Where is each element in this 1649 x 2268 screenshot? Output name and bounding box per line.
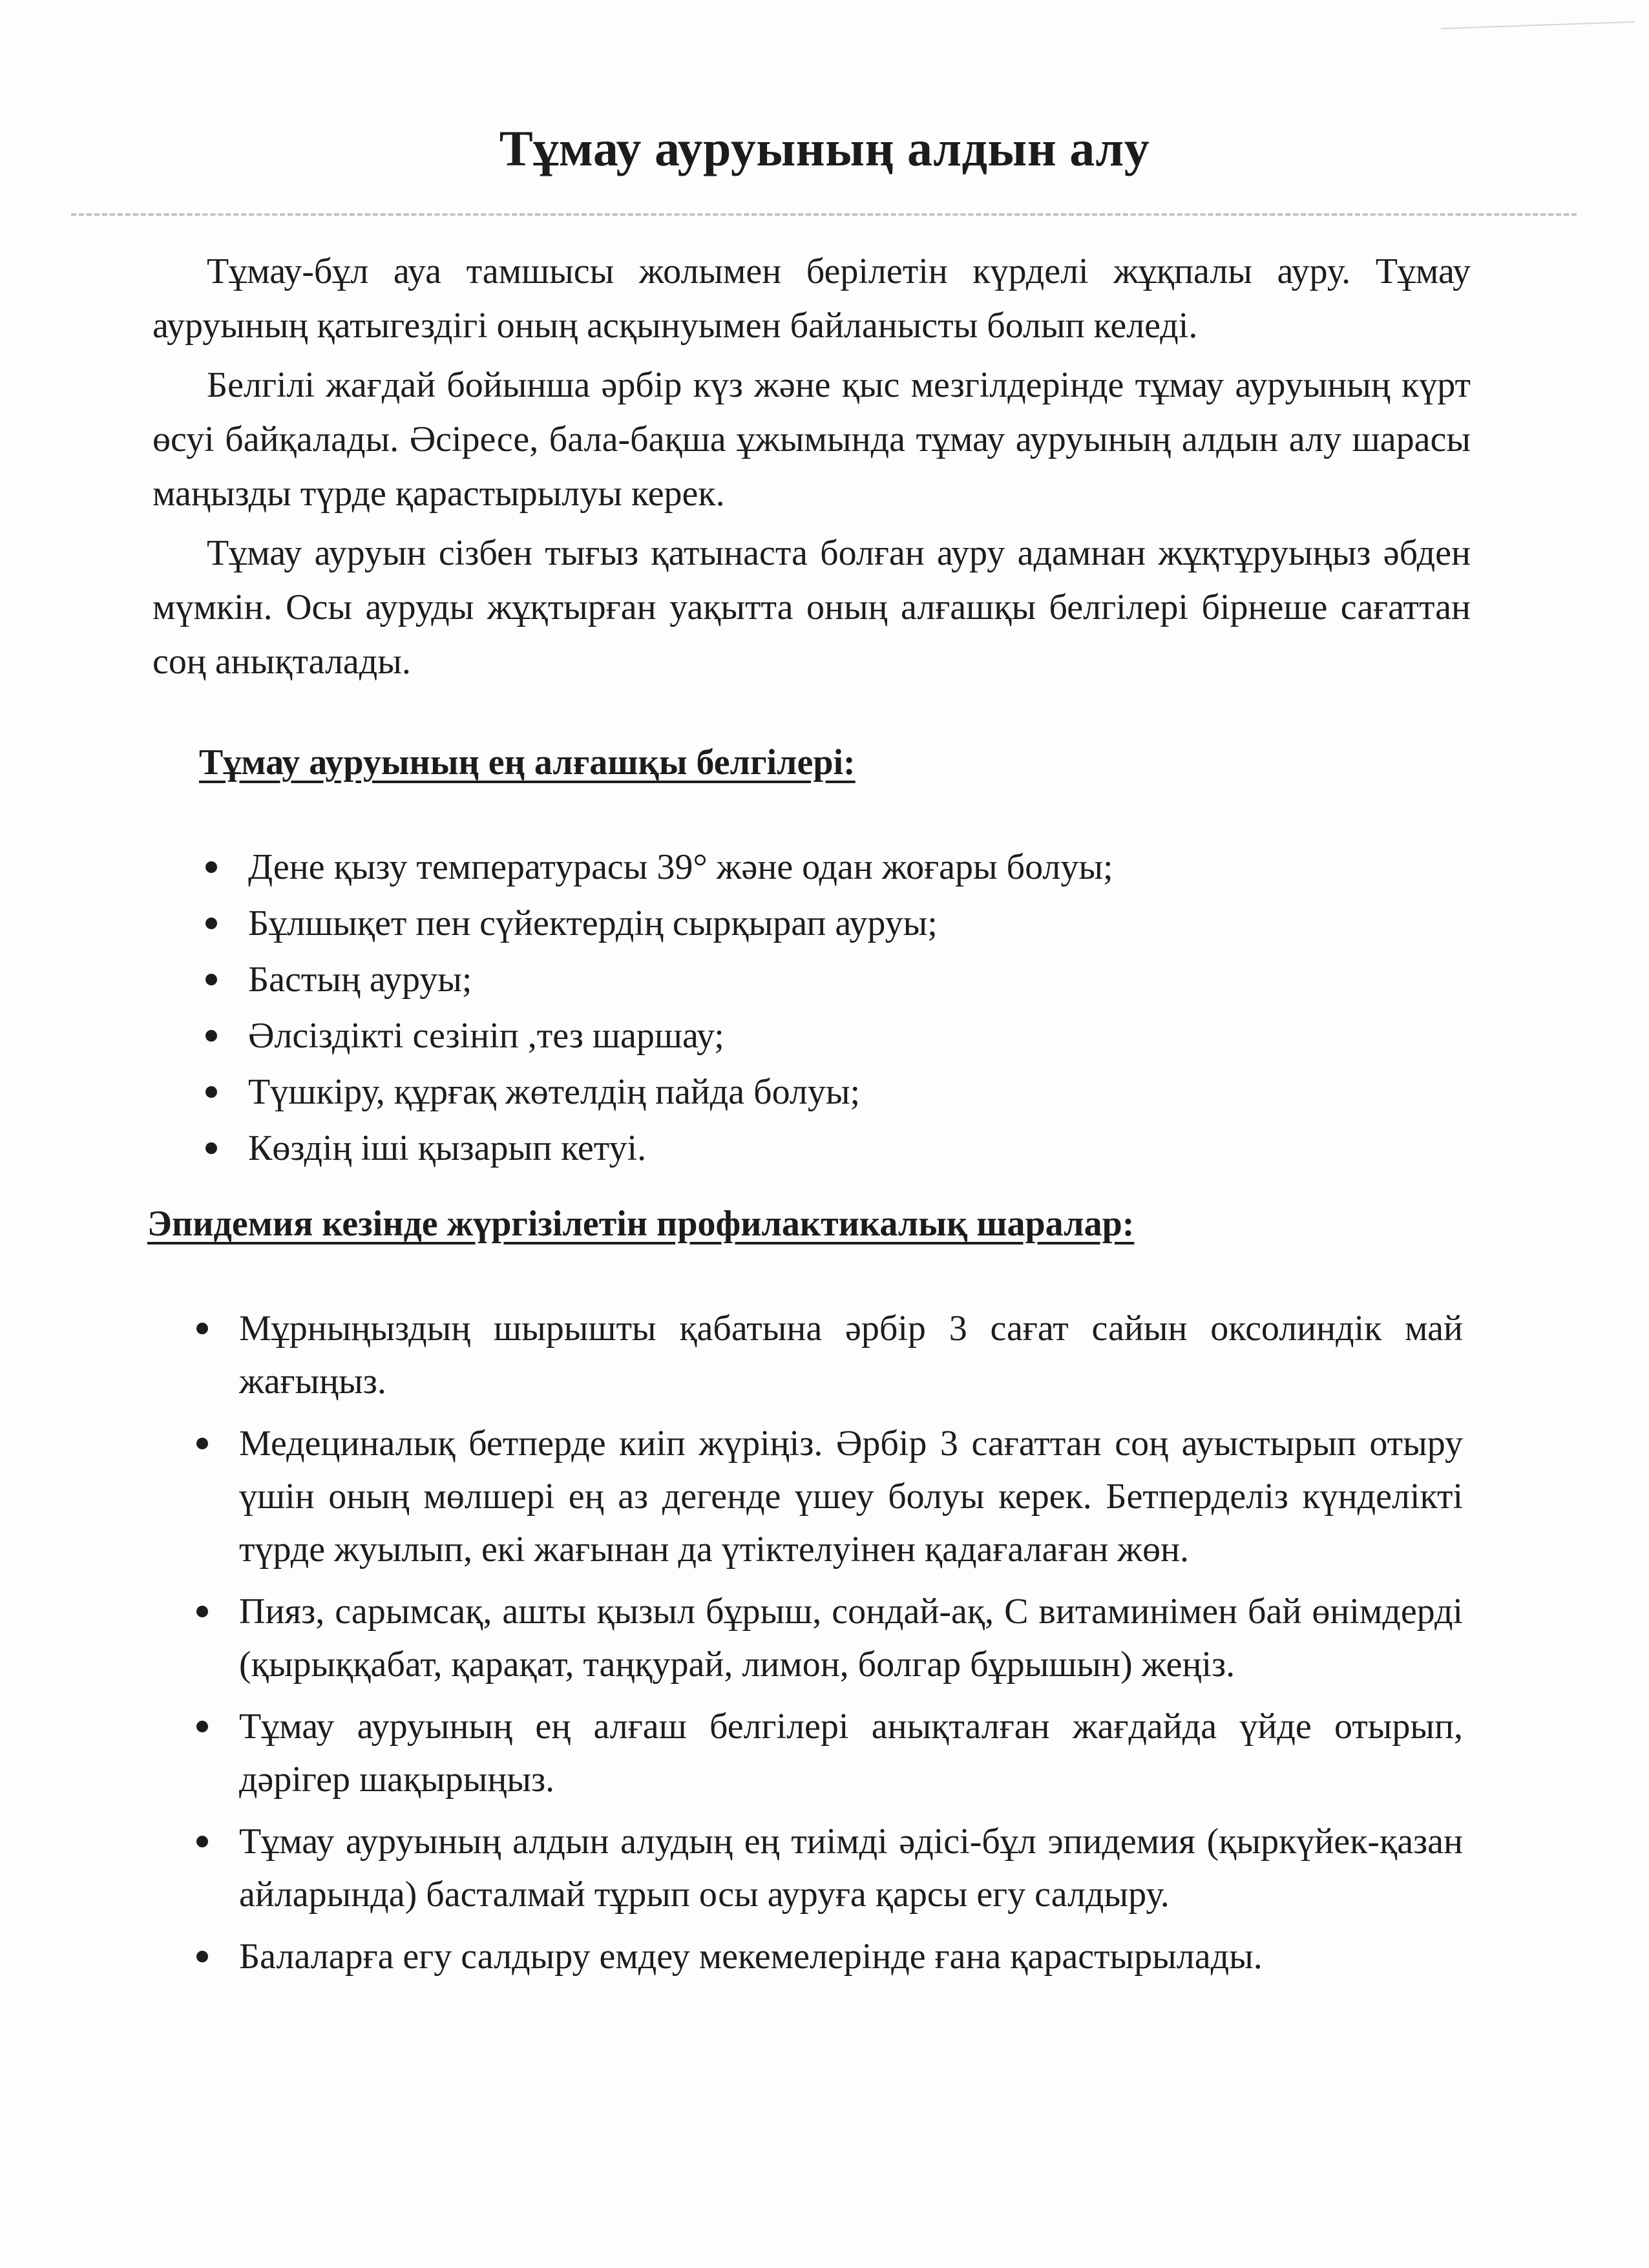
symptom-text: Бұлшықет пен сүйектердің сырқырап ауруы; — [248, 903, 938, 943]
bullet-icon — [196, 1438, 208, 1449]
prevention-text: Пияз, сарымсақ, ашты қызыл бұрыш, сондай-ақ, С витаминімен бай өнімдерді (қырыққабат, қарақат, таңқурай, лимон, болгар бұрышын) жеңіз. — [239, 1591, 1463, 1685]
list-item — [205, 896, 1433, 950]
bullet-icon — [205, 1086, 217, 1098]
intro-paragraph: Тұмау-бұл ауа тамшысы жолымен берілетін күрделі жұқпалы ауру. Тұмау ауруының қатыгездігі оның асқынуымен байланысты болып келеді. — [152, 251, 1471, 346]
symptom-text: Әлсіздікті сезініп ,тез шаршау; — [248, 1016, 724, 1056]
list-item — [205, 1009, 1433, 1063]
list-item — [196, 1815, 1463, 1921]
prevention-text: Медециналық бетперде киіп жүріңіз. Әрбір 3 сағаттан соң ауыстырып отыру үшін оның мөлшері ең аз дегенде үшеу болуы керек. Бетперделіз күнделікті түрде жуылып, екі жағынан да үтіктелуінен қадағалаған жөн. — [239, 1423, 1463, 1570]
list-item — [196, 1930, 1463, 1983]
symptom-text: Түшкіру, құрғақ жөтелдің пайда болуы; — [248, 1072, 860, 1112]
bullet-icon — [205, 861, 217, 873]
prevention-text: Мұрныңыздың шырышты қабатына әрбір 3 сағат сайын оксолиндік май жағыңыз. — [239, 1308, 1463, 1402]
list-item — [196, 1302, 1463, 1408]
list-item — [196, 1417, 1463, 1576]
prevention-text: Тұмау ауруының ең алғаш белгілері анықталған жағдайда үйде отырып, дәрігер шақырыңыз. — [239, 1706, 1463, 1800]
intro-paragraph: Белгілі жағдай бойынша әрбір күз және қыс мезгілдерінде тұмау ауруының күрт өсуі байқалады. Әсіресе, бала-бақша ұжымында тұмау ауруының алдын алу шарасы маңызды түрде қарастырылуы керек. — [152, 365, 1471, 514]
bullet-icon — [205, 974, 217, 985]
symptom-text: Көздің іші қызарып кетуі. — [248, 1128, 647, 1168]
list-item — [205, 840, 1433, 894]
document-title: Тұмау ауруының алдын алу — [499, 120, 1150, 176]
bullet-icon — [205, 1142, 217, 1154]
intro-paragraph: Тұмау ауруын сізбен тығыз қатынаста болған ауру адамнан жұқтұруыңыз әбден мүмкін. Осы ауруды жұқтырған уақытта оның алғашқы белгілері бірнеше сағаттан соң анықталады. — [152, 533, 1471, 682]
symptom-text: Дене қызу температурасы 39° және одан жоғары болуы; — [248, 847, 1113, 887]
bullet-icon — [196, 1323, 208, 1334]
prevention-heading: Эпидемия кезінде жүргізілетін профилактикалық шаралар: — [147, 1204, 1135, 1244]
bullet-icon — [196, 1836, 208, 1847]
list-item — [205, 1121, 1433, 1175]
list-item — [196, 1700, 1463, 1806]
bullet-icon — [196, 1951, 208, 1962]
prevention-text: Тұмау ауруының алдын алудың ең тиімді әдісі-бұл эпидемия (қыркүйек-қазан айларында) басталмай тұрып осы ауруға қарсы егу салдыру. — [239, 1822, 1463, 1915]
prevention-list — [196, 1302, 1463, 1992]
prevention-text: Балаларға егу салдыру емдеу мекемелерінде ғана қарастырылады. — [239, 1937, 1263, 1977]
scan-artifact-line — [1441, 21, 1635, 29]
bullet-icon — [205, 1030, 217, 1042]
symptoms-heading: Тұмау ауруының ең алғашқы белгілері: — [199, 742, 856, 782]
bullet-icon — [196, 1721, 208, 1732]
list-item — [196, 1585, 1463, 1691]
intro-text — [152, 244, 1471, 694]
list-item — [205, 1065, 1433, 1119]
bullet-icon — [196, 1606, 208, 1617]
bullet-icon — [205, 918, 217, 929]
title-divider — [71, 213, 1577, 216]
symptom-text: Бастың ауруы; — [248, 960, 472, 1000]
list-item — [205, 952, 1433, 1007]
symptoms-list — [205, 840, 1433, 1177]
